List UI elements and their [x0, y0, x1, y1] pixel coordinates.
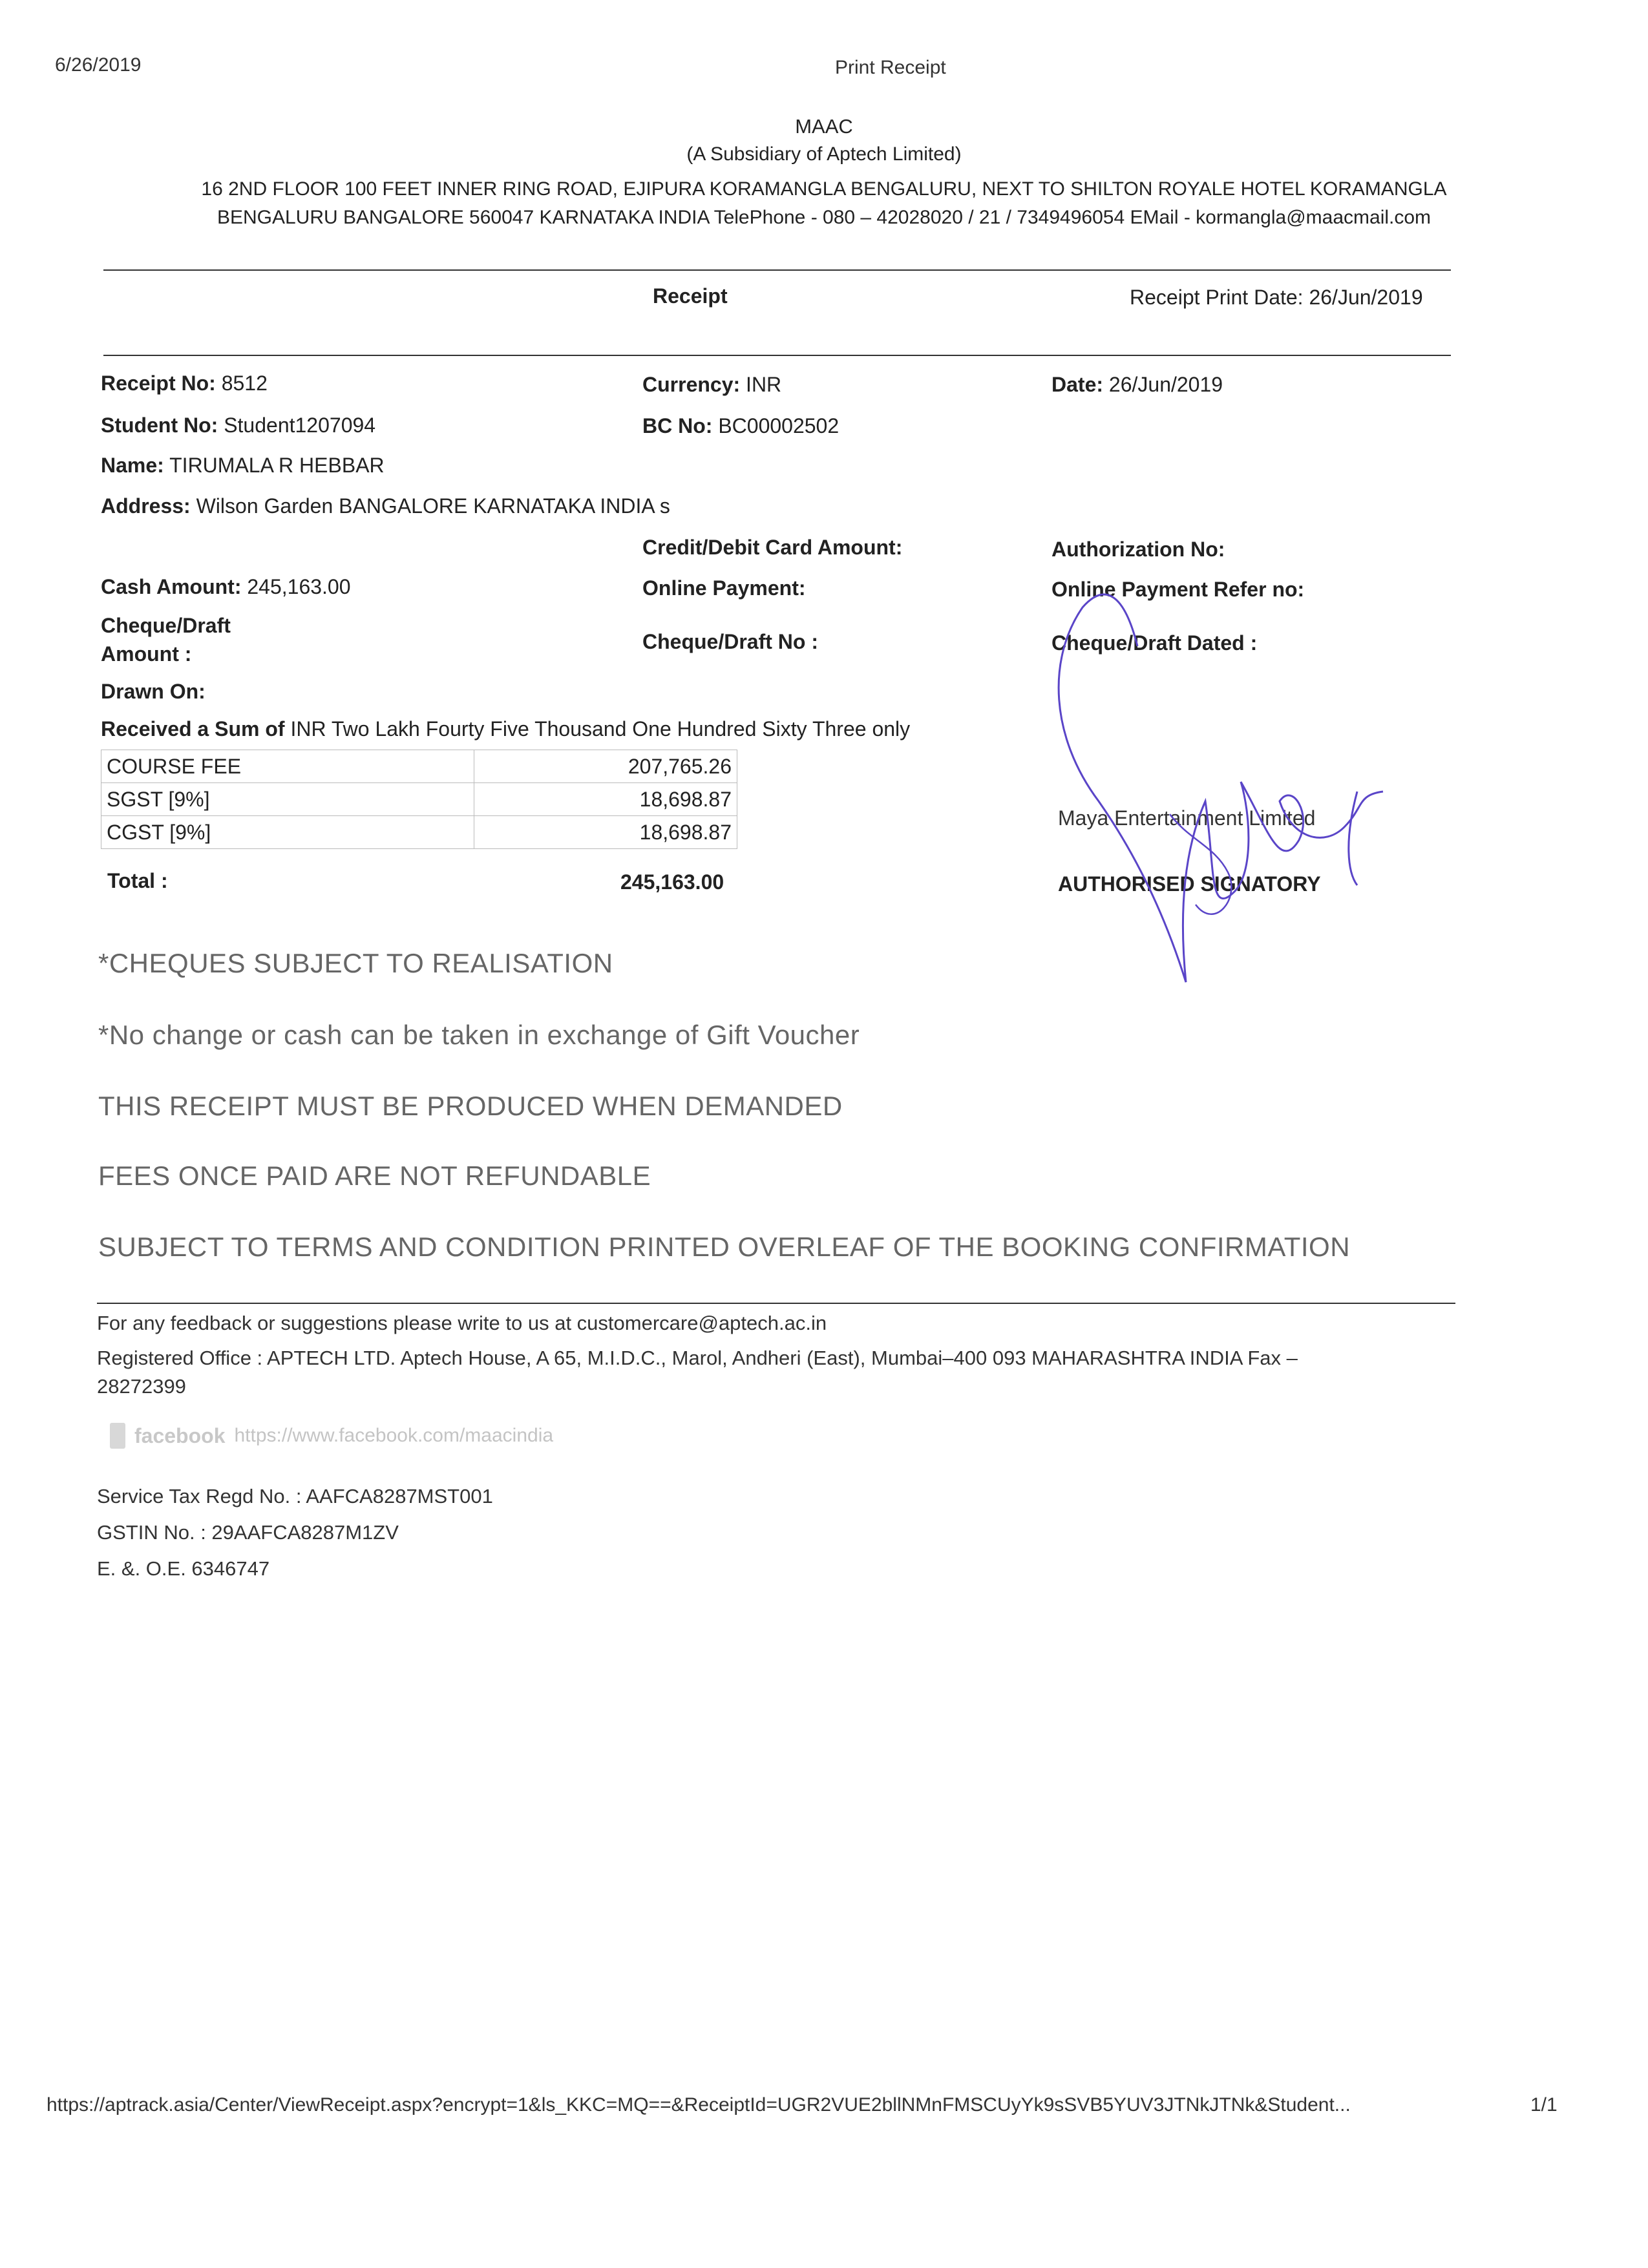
signatory-label: AUTHORISED SIGNATORY — [1058, 872, 1321, 896]
receipt-heading: Receipt — [653, 284, 728, 308]
feedback-text: For any feedback or suggestions please write to us at customercare@aptech.ac.in — [97, 1312, 827, 1334]
table-row — [101, 816, 737, 849]
fee-amount: 207,765.26 — [474, 750, 737, 783]
date-value: 26/Jun/2019 — [1108, 373, 1223, 396]
currency-field — [642, 373, 781, 397]
facebook-label: facebook — [134, 1423, 226, 1447]
received-sum-field — [101, 717, 910, 741]
table-row — [101, 783, 737, 816]
cheque-amount-label-1: Cheque/Draft — [101, 614, 231, 637]
cash-amount-value: 245,163.00 — [247, 575, 351, 598]
cash-amount-label: Cash Amount: — [101, 575, 242, 598]
gstin-no: GSTIN No. : 29AAFCA8287M1ZV — [97, 1521, 399, 1544]
bc-no-value: BC00002502 — [718, 414, 840, 437]
received-sum-label: Received a Sum of — [101, 717, 285, 740]
authorization-label: Authorization No: — [1051, 538, 1225, 561]
currency-label: Currency: — [642, 373, 741, 396]
print-date: 6/26/2019 — [55, 54, 142, 76]
student-no-label: Student No: — [101, 414, 218, 437]
facebook-link[interactable] — [110, 1423, 553, 1449]
address-field — [101, 494, 670, 518]
receipt-no-label: Receipt No: — [101, 372, 216, 395]
receipt-print-date: Receipt Print Date: 26/Jun/2019 — [1130, 286, 1423, 309]
fee-amount: 18,698.87 — [474, 783, 737, 816]
student-no-field — [101, 414, 375, 437]
address-label: Address: — [101, 494, 191, 518]
name-field — [101, 454, 385, 478]
print-page-number: 1/1 — [1530, 2094, 1558, 2116]
date-label: Date: — [1051, 373, 1104, 396]
currency-value: INR — [746, 373, 782, 396]
facebook-url[interactable]: https://www.facebook.com/maacindia — [234, 1425, 554, 1446]
card-amount-label: Credit/Debit Card Amount: — [642, 536, 903, 559]
company-address-line2: BENGALURU BANGALORE 560047 KARNATAKA INDIA TelePhone - 080 – 42028020 / 21 / 7349496054 EMail - kormangla@maacmail.com — [217, 207, 1431, 228]
notice-line: FEES ONCE PAID ARE NOT REFUNDABLE — [98, 1160, 651, 1191]
notice-line: SUBJECT TO TERMS AND CONDITION PRINTED OVERLEAF OF THE BOOKING CONFIRMATION — [98, 1232, 1351, 1262]
divider — [97, 1303, 1455, 1304]
notice-line: *CHEQUES SUBJECT TO REALISATION — [98, 948, 613, 978]
drawn-on-label: Drawn On: — [101, 680, 206, 703]
print-url: https://aptrack.asia/Center/ViewReceipt.aspx?encrypt=1&ls_KKC=MQ==&ReceiptId=UGR2VUE2bllNMnFMSCUyYk9sSVB5YUV3JTNkJTNk&Student... — [47, 2094, 1351, 2116]
receipt-no-field — [101, 372, 268, 395]
name-label: Name: — [101, 454, 164, 477]
online-payment-label: Online Payment: — [642, 576, 806, 600]
cheque-no-label: Cheque/Draft No : — [642, 630, 818, 653]
notice-line: *No change or cash can be taken in exchange of Gift Voucher — [98, 1020, 860, 1050]
fee-name: CGST [9%] — [101, 816, 474, 849]
facebook-icon — [110, 1423, 125, 1449]
signatory-company: Maya Entertainment Limited — [1058, 806, 1316, 830]
fee-name: COURSE FEE — [101, 750, 474, 783]
signature-scribble — [1021, 569, 1409, 995]
fee-amount: 18,698.87 — [474, 816, 737, 849]
bc-no-field — [642, 414, 839, 438]
cheque-dated-label: Cheque/Draft Dated : — [1051, 631, 1258, 655]
notice-line: THIS RECEIPT MUST BE PRODUCED WHEN DEMANDED — [98, 1091, 843, 1121]
receipt-no-value: 8512 — [221, 372, 268, 395]
divider — [103, 269, 1451, 271]
received-sum-text: INR Two Lakh Fourty Five Thousand One Hundred Sixty Three only — [290, 717, 911, 740]
fee-name: SGST [9%] — [101, 783, 474, 816]
print-title: Print Receipt — [835, 57, 946, 78]
company-name: MAAC — [795, 115, 853, 138]
divider — [103, 355, 1451, 356]
registered-office-line1: Registered Office : APTECH LTD. Aptech House, A 65, M.I.D.C., Marol, Andheri (East), Mumbai–400 093 MAHARASHTRA INDIA Fax – — [97, 1347, 1298, 1369]
total-value: 245,163.00 — [620, 870, 724, 894]
service-tax-no: Service Tax Regd No. : AAFCA8287MST001 — [97, 1485, 493, 1507]
eoe-text: E. &. O.E. 6346747 — [97, 1557, 270, 1580]
bc-no-label: BC No: — [642, 414, 713, 437]
company-subsidiary: (A Subsidiary of Aptech Limited) — [686, 143, 962, 165]
registered-office-line2: 28272399 — [97, 1375, 186, 1398]
cheque-amount-label-2: Amount : — [101, 642, 192, 666]
company-address-line1: 16 2ND FLOOR 100 FEET INNER RING ROAD, EJIPURA KORAMANGLA BENGALURU, NEXT TO SHILTON ROYALE HOTEL KORAMANGLA — [201, 178, 1447, 200]
name-value: TIRUMALA R HEBBAR — [169, 454, 385, 477]
fee-table — [101, 750, 737, 849]
address-value: Wilson Garden BANGALORE KARNATAKA INDIA s — [196, 494, 670, 518]
total-label: Total : — [107, 869, 168, 892]
student-no-value: Student1207094 — [224, 414, 376, 437]
online-ref-label: Online Payment Refer no: — [1051, 578, 1305, 601]
date-field — [1051, 373, 1223, 397]
cash-amount-field — [101, 575, 351, 599]
table-row — [101, 750, 737, 783]
